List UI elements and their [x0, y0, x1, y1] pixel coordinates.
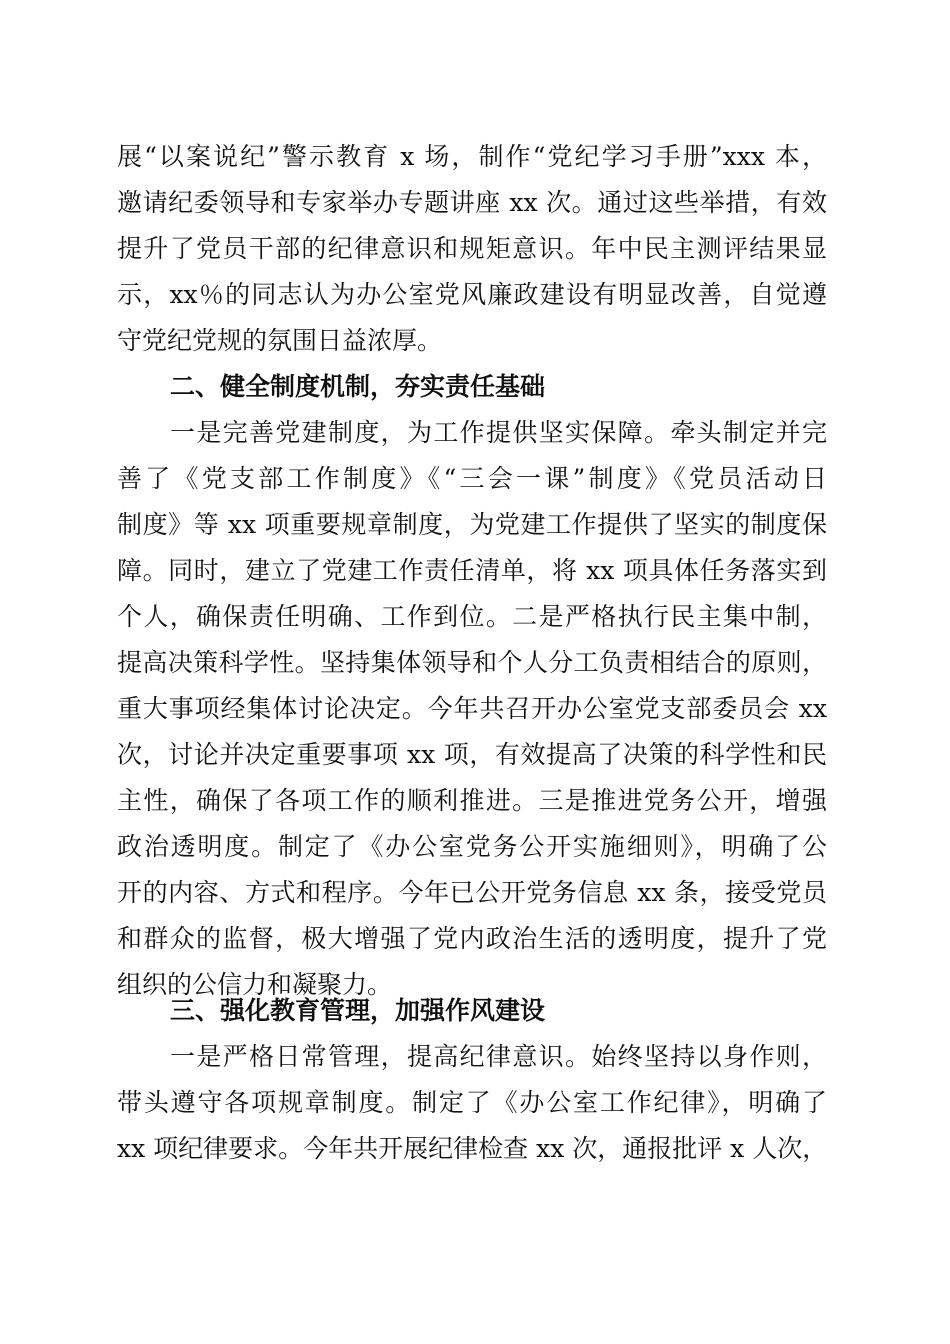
section-heading-3: 三、强化教育管理，加强作风建设 [170, 996, 546, 1025]
paragraph-line: 带头遵守各项规章制度。制定了《办公室工作纪律》，明确了 [117, 1088, 827, 1117]
paragraph-line: 组织的公信力和凝聚力。 [117, 970, 393, 999]
paragraph-line: 一是严格日常管理，提高纪律意识。始终坚持以身作则， [170, 1042, 827, 1071]
paragraph-line: 次，讨论并决定重要事项 xx 项，有效提高了决策的科学性和民 [117, 740, 827, 769]
section-heading-2: 二、健全制度机制，夯实责任基础 [170, 372, 546, 401]
paragraph-line: 个人，确保责任明确、工作到位。二是严格执行民主集中制， [117, 602, 827, 631]
paragraph-line: 守党纪党规的氛围日益浓厚。 [117, 326, 443, 355]
paragraph-line: 邀请纪委领导和专家举办专题讲座 xx 次。通过这些举措，有效 [117, 188, 827, 217]
paragraph-line: 主性，确保了各项工作的顺利推进。三是推进党务公开，增强 [117, 786, 827, 815]
paragraph-line: 障。同时，建立了党建工作责任清单，将 xx 项具体任务落实到 [117, 556, 827, 585]
paragraph-line: 提高决策科学性。坚持集体领导和个人分工负责相结合的原则， [117, 648, 827, 677]
paragraph-line: 制度》等 xx 项重要规章制度，为党建工作提供了坚实的制度保 [117, 510, 827, 539]
paragraph-line: 重大事项经集体讨论决定。今年共召开办公室党支部委员会 xx [117, 694, 827, 723]
paragraph-line: 开的内容、方式和程序。今年已公开党务信息 xx 条，接受党员 [117, 878, 827, 907]
paragraph-line: 展“以案说纪”警示教育 x 场，制作“党纪学习手册”xxx 本， [117, 142, 827, 171]
paragraph-line: 和群众的监督，极大增强了党内政治生活的透明度，提升了党 [117, 924, 827, 953]
paragraph-line: 政治透明度。制定了《办公室党务公开实施细则》，明确了公 [117, 832, 827, 861]
paragraph-line: 善了《党支部工作制度》《“三会一课”制度》《党员活动日 [117, 464, 827, 493]
paragraph-line: xx 项纪律要求。今年共开展纪律检查 xx 次，通报批评 x 人次， [117, 1134, 828, 1163]
paragraph-line: 一是完善党建制度，为工作提供坚实保障。牵头制定并完 [170, 418, 827, 447]
paragraph-line: 示，xx％的同志认为办公室党风廉政建设有明显改善，自觉遵 [117, 280, 827, 309]
paragraph-line: 提升了党员干部的纪律意识和规矩意识。年中民主测评结果显 [117, 234, 827, 263]
